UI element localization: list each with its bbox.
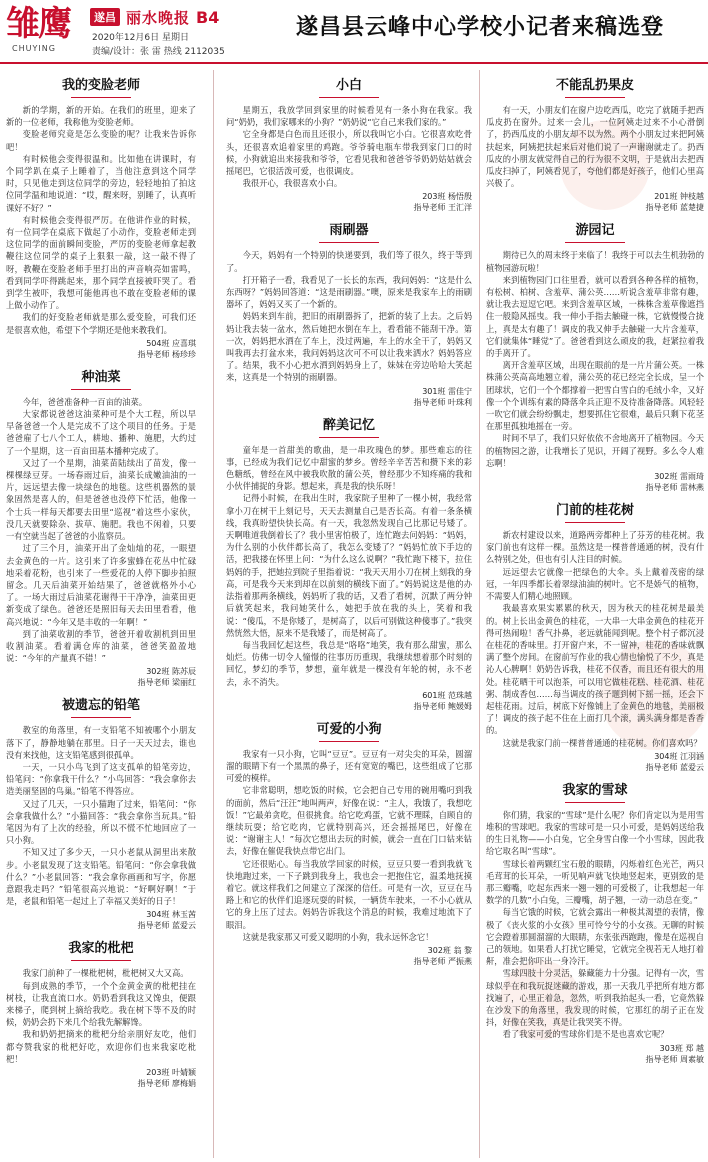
article-body xyxy=(226,104,472,189)
article-paragraph: 打开箱子一看，我看见了一长长的东西，我问妈妈：“这是什么东西呀？”妈妈回答道：“这是雨刷器。”噢，原来是我家车上的雨刷器坏了，妈妈又买了一个新的。 xyxy=(226,274,472,310)
article xyxy=(6,74,196,360)
article-paragraph: 今天，妈妈有一个特别的快递要到，我们等了很久，终于等到了。 xyxy=(226,250,472,273)
author-line: 303班 郑 越 xyxy=(659,1043,704,1053)
article-paragraph: 有一天，小朋友们在窗户边吃西瓜，吃完了就随手把西瓜皮扔在窗外。过来一会儿，一位阿姨走过来不小心滑倒了，扔西瓜皮的小朋友却不以为然。两个小朋友过来把阿姨扶起来，阿姨把扶起来后对他们说了一声谢谢就走了。扔西瓜皮的小朋友就觉得自己的行为很不文明，于是就出去把西瓜皮扫掉了，阿姨看见了，夸他们都是好孩子，他们心里高兴极了。 xyxy=(486,105,704,189)
author-line: 302班 翁 黎 xyxy=(427,945,472,955)
article-title: 醉美记忆 xyxy=(226,414,472,438)
article-paragraph: 我家有一只小狗，它叫“豆豆”。豆豆有一对尖尖的耳朵，圆溜溜的眼睛下有一个黑黑的鼻子，还有宽宽的嘴巴，这些组成了它那可爱的模样。 xyxy=(226,748,472,784)
article-paragraph: 大家都说爸爸这油菜种可是个大工程，所以早早备爸爸一个人是完成不了这个项目的任务。于是爸爸雇了七八个工人，耕地、播种、施肥，大约过了一个星期，这一百亩田基本播种完成了。 xyxy=(6,409,196,456)
article-byline xyxy=(226,386,472,408)
header-divider xyxy=(0,62,708,64)
article-title: 不能乱扔果皮 xyxy=(486,74,704,98)
author-line: 203班 叶婧颖 xyxy=(146,1068,196,1077)
article-byline xyxy=(486,191,704,213)
article-paragraph: 离开含羞草区域，出现在眼前的是一片片蒲公英。一株株蒲公英高高地翘立着，蒲公英的花已经完全长成，呈一个团球状，它们一个个都撑着一把雪白雪白的毛绒小伞，又好像一个个训练有素的降落伞兵正迎不及待准备降落。风轻轻一吹它们就会纷纷飘走，想要抓住它很难，最后只剩下花茎在那里孤独地摇在一旁。 xyxy=(486,360,704,432)
page-headline: 遂昌县云峰中心学校小记者来稿选登 xyxy=(296,15,665,40)
column-left xyxy=(6,68,196,1162)
article-paragraph: 这就是我家门前一棵普普通通的桂花树。你们喜欢吗？ xyxy=(502,737,702,748)
article-paragraph: 我最喜欢果实累累的秋天，因为秋天的桂花树是最美的。树上长出金黄色的桂花，一大串一大串金黄色的桂花开得可热闹啦！香气扑鼻，老远就能闻到呢。整个村子都沉浸在桂花的香味里。打开窗户来，不一留神，桂花的香味就飘满了整个房间。在窗前写作业的我心情也愉悦了不少，真是沁人心脾啊！奶奶告诉我，桂花不仅香，而且还有很大的用处。桂花晒干可以泡茶，可以用它做桂花糕、桂花酒、桂花粥、制成香包……每当调皮的孩子题到树下摇一摇，还会下起桂花雨。过后，树底下好像铺上了金黄色的地毯，美丽极了！调皮的孩子起不住在上面打几个滚，满头满身都是香香的。 xyxy=(486,603,704,736)
author-line: 304班 江羽涵 xyxy=(654,751,704,761)
article xyxy=(486,779,704,1065)
article-byline xyxy=(486,751,704,773)
column-divider xyxy=(213,70,214,1158)
article-paragraph: 到了油菜收割的季节，爸爸开着收割机到田里收割油菜。看着满仓库的油菜，爸爸笑盈盈地说：“今年的产量真不错！” xyxy=(6,628,196,664)
article-paragraph: 它还很贴心。每当我放学回家的时候，豆豆只要一看到我就飞快地跑过来，一下子跳到我身上，我也会一把抱住它，温柔地抚摸着它。就这样我们之间建立了深深的信任。可是有一次，豆豆在马路上和它的伙伴们追逐玩耍的时候，一辆货车驶来，一不小心就从它的身上压了过去。妈妈告诉我这个消息的时候，我难过地流下了眼泪。 xyxy=(226,858,472,930)
article xyxy=(226,718,472,967)
article-title: 小白 xyxy=(226,74,472,98)
article-byline xyxy=(226,191,472,213)
article-paragraph: 不知又过了多少天，一只小老鼠从洞里出来散步。小老鼠发现了这支铅笔。铅笔问：“你会拿我做什么？”小老鼠回答：“我会拿你画画和写字，你愿意跟我走吗？”铅笔很高兴地说：“好啊好啊！”于是，老鼠和铅笔一起过上了幸福又美好的日子！ xyxy=(6,847,196,907)
article-paragraph: 又过了几天，一只小猫跑了过来，铅笔问：“你会拿我做什么？”小猫回答：“我会拿你当玩具。”铅笔因为有了上次的经验，所以不慌不忙地回应了一只小狗。 xyxy=(6,798,196,846)
article-byline xyxy=(6,1067,196,1089)
logo-text: 雏鹰 xyxy=(6,4,70,44)
article-paragraph: 远远望去它就像一把绿色的大伞。头上戴着茂密的绿冠，一年四季都长着翠绿油油的树叶。它不是娇气的植物，不需要人们精心地照顾。 xyxy=(486,566,704,602)
article-paragraph: 又过了一个星期，油菜苗陆续出了苗发，像一棵棵绿豆芽。一场春雨过后，油菜长成嫩油油的一片，远远望去像一块绿色的地毯。这些机器然的景象固然是喜人的，但是爸爸也没停下忙活，他像一个士兵一样每天都要去田里“巡视”着这些小家伙，没几天就要除杂、拔草、施肥。我也不闲着，只要一有空就当起了爸爸的小监察员。 xyxy=(6,457,196,542)
article-paragraph: 一天，一只小鸟飞到了这支孤单的铅笔旁边，铅笔问：“你拿我干什么？”小鸟回答：“我会拿你去造美丽坚固的鸟巢。”铅笔不得答应。 xyxy=(6,761,196,797)
article-paragraph: 每到成熟的季节，一个个金黄金黄的枇杷挂在树枝，让我直流口水。奶奶看到我这又馋虫，便跟来梯子，爬到树上摘给我吃。我在树下等不及的时候，奶奶会扔下来几个给我先解解馋。 xyxy=(6,980,196,1028)
teacher-line: 指导老师 鲍媛姆 xyxy=(413,701,472,711)
page-number: B4 xyxy=(196,7,220,27)
article-title: 雨刷器 xyxy=(226,219,472,243)
article-paragraph: 我和奶奶把摘来的枇杷分给亲朋好友吃，他们都夸赞我家的枇杷好吃，欢迎你们也来我家吃枇杷！ xyxy=(6,1029,196,1064)
article-body xyxy=(486,529,704,749)
article-paragraph: 有时候他会变得很严厉。在他讲作业的时候，有一位同学在桌底下做起了小动作，变脸老师走到这位同学的面前瞬间变脸，严厉的变脸老师拿起教鞭往这位同学的桌子上狠狠一敲，这一敲不得了呀，教鞭在变脸老师手里打出的声音响亮如雷鸣，看到同学吓得跳起来，那个同学直接被吓哭了。看到学生被吓，我想可能他再也不敢在变脸老师的课上做小动作了。 xyxy=(6,214,196,311)
teacher-line: 指导老师 杨珍珍 xyxy=(137,349,196,359)
date-line: 2020年12月6日 星期日 xyxy=(92,33,189,43)
author-line: 601班 范珠越 xyxy=(422,690,472,700)
article-paragraph: 我很开心，我很喜欢小白。 xyxy=(242,178,343,189)
article-paragraph: 我们的好变脸老师就是那么爱变脸，可我们还是很喜欢他，希望下个学期还是他来教我们。 xyxy=(6,312,196,335)
article-paragraph: 期待已久的周末终于来临了！我终于可以去生机勃勃的植物园游玩啦！ xyxy=(486,250,704,273)
author-line: 301班 雷佳宁 xyxy=(422,386,472,396)
article-body xyxy=(486,104,704,189)
teacher-line: 指导老师 蓝爱云 xyxy=(645,762,704,772)
article-paragraph: 教室的角落里，有一支铅笔不知被哪个小朋友落下了，静静地躺在那里。日子一天天过去，谁也没有来找他，这支铅笔感到很孤单。 xyxy=(6,725,196,760)
article-title: 我家的雪球 xyxy=(486,779,704,803)
article-body xyxy=(6,967,196,1065)
logo xyxy=(6,4,86,56)
article xyxy=(226,219,472,407)
teacher-line: 指导老师 廖梅娟 xyxy=(137,1079,196,1088)
article-title: 门前的桂花树 xyxy=(486,499,704,523)
article-paragraph: 今年，爸爸准备种一百亩的油菜。 xyxy=(22,396,148,407)
article-paragraph: 雪球四肢十分灵活，躲藏能力十分强。记得有一次，雪球似乎在和我玩捉迷藏的游戏，那一天我几乎把所有地方都找遍了，心里正着急，忽然，听到我抬起头一看，它竟然躲在沙发下的角落里，我发现的时候，它那红的胡子正在发抖，好像在笑我，真是让我哭笑不得。 xyxy=(486,968,704,1028)
article xyxy=(6,366,196,688)
article xyxy=(226,414,472,712)
column-right xyxy=(486,68,704,1162)
article xyxy=(486,499,704,773)
article-byline xyxy=(6,666,196,688)
teacher-line: 指导老师 蓝楚捷 xyxy=(645,203,704,213)
article-body xyxy=(6,104,196,336)
article-paragraph: 妈妈来到车前，把旧的雨刷器拆了，把新的装了上去。之后妈妈让我去装一盆水，然后她把水倒在车上，看看能不能刮干净。第一次，妈妈把水洒在了车上，没过两遍，车上的水全干了，妈妈又叫我再去打盆水来，我问妈妈这次可不可以让我来洒水？妈妈答应了。结果，我不小心把水洒到妈妈身上了，妹妹在旁边哈哈大笑起来，这真是一个特别的雨刷器。 xyxy=(226,311,472,383)
column-middle xyxy=(226,68,472,1162)
article xyxy=(226,74,472,213)
author-line: 504班 应喜琪 xyxy=(146,338,196,348)
article-paragraph: 过了三个月，油菜开出了金灿灿的花，一眼望去金黄色的一片。这引来了许多蜜蜂在花丛中忙碌地采着花粉，也引来了一些爱花的人停下脚步拍照留念。几天后油菜开始结果了，爸爸就格外小心了。一场大雨过后油菜花谢得干干净净，油菜田更新变成了绿色。爸爸还是照旧每天去田里看看，他高兴地说：“今年又是丰收的一年啊！” xyxy=(6,543,196,627)
teacher-line: 指导老师 周素敏 xyxy=(645,1054,704,1064)
article-byline xyxy=(486,471,704,493)
article-paragraph: 记得小时候，在我出生时，我家院子里种了一棵小树，我经常拿小刀在树干上刻记号，天天去测量自己是否长高。有着一条条横线，我真盼望快快长高。有一天，我忽然发现自己比那记号矮了。天啊唯道我倒着长了？我小里害怕极了，连忙跑去问妈妈：“妈妈，为什么别的小伙伴都长高了，我怎么变矮了？”妈妈忙放下手边的活，把我搂在怀里上问：“为什么这么说啊？”我忙跑下楼下，拉住妈妈的手，把她拉到院子里指着说：“我天天用小刀在树上刻我的身高，可是我今天来到却在以前刻的横线下面了。”妈妈说这是他的办法指着那两条横线，妈妈听了我的话，又看了看树，沉默了两分钟后就笑起来，我问她笑什么，她把手放在我的头上，笑着和我说：“傻瓜，不是你矮了，是树高了，以后可别做这种傻事了。”我突然恍然大悟，原来不是我矮了，而是树高了。 xyxy=(226,493,472,638)
author-line: 201班 钟枝越 xyxy=(654,192,704,202)
author-line: 203班 杨悟殷 xyxy=(422,192,472,202)
article-body xyxy=(226,748,472,943)
teacher-line: 指导老师 王汇洋 xyxy=(413,203,472,213)
article-paragraph: 它全身都是白色而且还很小，所以我叫它小白。它很喜欢吃骨头，还很喜欢追着家里的鸡跑。爷爷骑电瓶车带我到家门口的时候，小狗就追出来接我和爷爷，它看见我和爸爸爷爷奶奶姑姑就会摇尾巴，它很活泼可爱，也很调皮。 xyxy=(226,129,472,177)
edition-badge: 遂昌 xyxy=(90,8,120,26)
article-paragraph: 新的学期，新的开始。在我们的班里，迎来了新的一位老师，我称他为变脸老师。 xyxy=(6,105,196,128)
article-title: 可爱的小狗 xyxy=(226,718,472,742)
article-paragraph: 这就是我家那又可爱又聪明的小狗，我永远怀念它！ xyxy=(242,931,434,942)
article-body xyxy=(226,249,472,383)
paper-name: 丽水晚报 xyxy=(126,8,191,27)
article-paragraph: 来到植物园门口往里看，就可以看到各种各样的植物，有松树、柏树、含羞草、蒲公英……听说含羞草非常有趣，就让我去逗逗它吧。来到含羞草区域，一株株含羞草像遮挡住一般隐风摇曳。我一伸小手指去触碰一株，它就慢慢合拢上，真是太有趣了！调皮的我又伸手去触碰一大片含羞草，它们就集体“睡觉”了。爸爸看到这么顽皮的我，赶紧拉着我的手离开了。 xyxy=(486,274,704,359)
article-paragraph: 变脸老师究竟是怎么变脸的呢？让我来告诉你吧！ xyxy=(6,129,196,152)
article-title: 我家的枇杷 xyxy=(6,937,196,961)
teacher-line: 指导老师 雷林燕 xyxy=(645,483,704,493)
author-line: 304班 林玉茜 xyxy=(146,910,196,920)
article xyxy=(6,937,196,1089)
teacher-line: 指导老师 蓝爱云 xyxy=(137,921,196,931)
article-paragraph: 你们猜，我家的“雪球”是什么呢？你们肯定以为是用雪堆积的雪球吧。我家的雪球可是一只小可爱，是妈妈送给我的生日礼物——小白兔，它全身雪白像一个小雪球，因此我给它取名叫“雪球”。 xyxy=(486,809,704,857)
article xyxy=(6,694,196,931)
article-body xyxy=(486,809,704,1041)
article-title: 游园记 xyxy=(486,219,704,243)
logo-subtitle: CHUYING xyxy=(12,44,56,53)
article-title: 种油菜 xyxy=(6,366,196,390)
article-paragraph: 它非常聪明，想吃饭的时候，它会把自己专用的碗用嘴叼到我的面前，然后“汪汪”地叫两声，好像在说：“主人，我饿了，我想吃饭！”它最弟贪吃，但很挑食。给它吃鸡蛋，它就不理睬，自顾自的继续玩耍；给它吃肉，它就特别高兴，还会摇摇尾巴，好像在说：“谢谢主人！”每次它想出去玩的时候，就会一直在门口钻来钻去，好像在催促我快点带它出门。 xyxy=(226,785,472,857)
article-byline xyxy=(6,909,196,931)
author-line: 302班 雷雨琦 xyxy=(654,472,704,482)
article-byline xyxy=(486,1043,704,1065)
article-paragraph: 有时候他会变得很温和。比如他在讲课时，有个同学趴在桌子上睡着了，当他注意到这个同学时，只见他走到这位同学的旁边，轻轻地拍了拍这位同学温和地说道：“哎，醒来呀，别睡了，认真听课好不好？” xyxy=(6,153,196,213)
article-paragraph: 雪球长着两颗红宝石般的眼睛，闪烁着红色光芒，两只毛茸茸的长耳朵，一听见响声就飞快地竖起来，更别致的是那三瓣嘴，吃起东西来一翘一翘的可爱极了，让我想起一年数学的几数”小白兔，三瓣嘴，胡子翘，一动一动总在变。” xyxy=(486,858,704,906)
article-paragraph: 星期五，我放学回到家里的时候看见有一条小狗在我家。我问“奶奶，我们家哪来的小狗？”奶奶说“它自己来我们家的。” xyxy=(226,105,472,128)
editor-line: 责编/设计：张 雷 热线 2112035 xyxy=(92,47,225,57)
article-body xyxy=(486,249,704,469)
article-title: 我的变脸老师 xyxy=(6,74,196,98)
article-paragraph: 新农村建设以来，道路两旁都种上了芬芳的桂花树。我家门前也有这样一棵。虽然这是一棵普普通通的树，没有什么特别之处，但也有引人注目的时候。 xyxy=(486,530,704,565)
article-byline xyxy=(226,690,472,712)
article-paragraph: 童年是一首甜美的歌曲，是一串玫瑰色的梦。那些难忘的往事，已经成为我们记忆中甜蜜的梦乡。曾经辛辛苦苦和攒下来的彩色糖纸，曾经在风中被我吹散的蒲公英，曾经那少不知疼痛的我和小伙伴捕捉的身影。想起来，真是我的快乐呀！ xyxy=(226,444,472,492)
article-byline xyxy=(6,338,196,360)
article-title: 被遗忘的铅笔 xyxy=(6,694,196,718)
teacher-line: 指导老师 叶珠利 xyxy=(413,397,472,407)
article-paragraph: 每当我回忆起这些，我总是“咯咯”地笑，我有那么甜蜜，那么灿烂。仿佛一切令人憧憬的往事历历重现，我继续想着那个时刻的回忆，梦幻的季节，梦想，童年就是一棵没有年轮的树，永不老去，永不消失。 xyxy=(226,639,472,687)
article-body xyxy=(226,444,472,688)
article-paragraph: 看了我家可爱的雪球你们是不是也喜欢它呢？ xyxy=(502,1029,669,1040)
article-body xyxy=(6,396,196,664)
article xyxy=(486,219,704,493)
teacher-line: 指导老师 梁丽红 xyxy=(137,678,196,688)
article-paragraph: 每当它饿的时候，它就会露出一种极其渴望的表情，像极了《丧火浆的小女孩》里可怜兮兮的小女孩。无聊的时候它会蹬着那圆溜溜的大眼睛，东张张西跑跑，像是在巡视自己的领地。如果看人打扰它睡觉，它就完全视若无人地打着鼾，准会把你吓出一身冷汗。 xyxy=(486,907,704,967)
article-byline xyxy=(226,945,472,967)
article xyxy=(486,74,704,213)
article-paragraph: 时间不早了，我们只好依依不舍地离开了植物园。今天的植物园之游，让我增长了见识，开阔了视野。多么令人难忘啊！ xyxy=(486,433,704,468)
teacher-line: 指导老师 严振燕 xyxy=(413,956,472,966)
article-body xyxy=(6,724,196,907)
masthead xyxy=(0,0,708,64)
author-line: 302班 陈苏辰 xyxy=(146,667,196,677)
article-paragraph: 我家门前种了一棵枇杷树，枇杷树又大又高。 xyxy=(22,968,189,979)
column-divider xyxy=(479,70,480,1158)
paper-tag xyxy=(90,8,219,26)
